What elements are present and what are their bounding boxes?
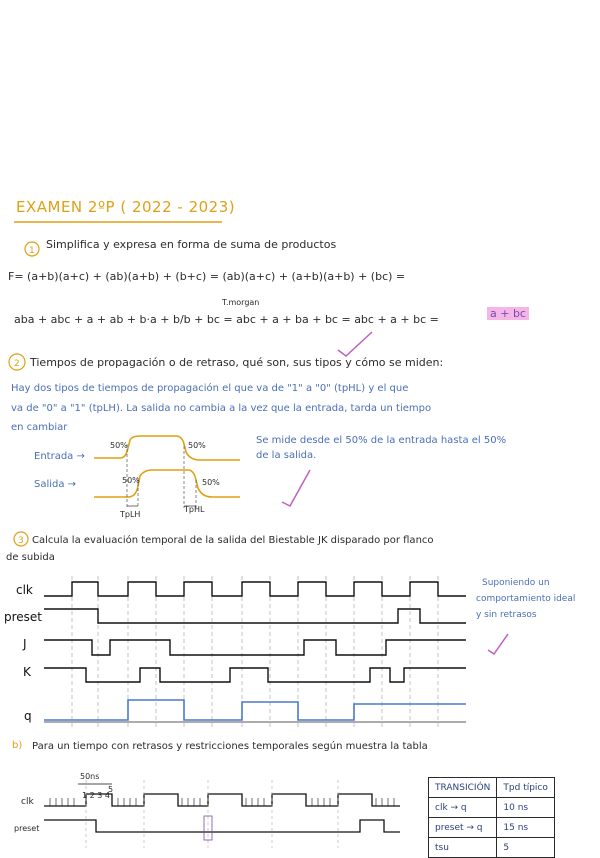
q3b-heading: Para un tiempo con retrasos y restricciones temporales según muestra la tabla	[32, 741, 428, 752]
q1-line1: F= (a+b)(a+c) + (ab)(a+b) + (b+c) = (ab)(a+c) + (a+b)(a+b) + (bc) =	[8, 270, 406, 283]
svg-text:2: 2	[14, 359, 20, 369]
svg-text:1: 1	[29, 246, 35, 256]
table-cell: 5	[497, 838, 554, 858]
q1-heading: Simplifica y expresa en forma de suma de productos	[46, 238, 337, 251]
q2-answer-line2: va de "0" a "1" (tpLH). La salida no cambia a la vez que la entrada, tarda un tiempo	[11, 403, 432, 414]
signal-label-preset-b: preset	[14, 824, 40, 833]
tphl-label: TpHL	[184, 505, 205, 514]
morgan-label: T.morgan	[222, 298, 260, 307]
q2-answer-line3: en cambiar	[11, 422, 68, 433]
pct-label-4: 50%	[202, 478, 220, 487]
period-label: 50ns	[80, 772, 100, 781]
tick-labels: 1 2 3 4	[82, 791, 110, 800]
table-cell: tsu	[429, 838, 497, 858]
signal-label-preset: preset	[4, 610, 43, 624]
signal-label-k: K	[23, 665, 31, 679]
q3b-label: b)	[12, 740, 23, 751]
signal-label-q: q	[24, 709, 32, 723]
pct-label-1: 50%	[110, 441, 128, 450]
signal-label-clk: clk	[16, 583, 33, 597]
table-cell: 10 ns	[497, 798, 554, 818]
q2-measure-line2: de la salida.	[256, 450, 317, 461]
transition-table	[428, 777, 555, 858]
q2-measure-line1: Se mide desde el 50% de la entrada hasta el 50%	[256, 435, 507, 446]
pct-label-2: 50%	[188, 441, 206, 450]
note-line2: comportamiento ideal	[476, 594, 576, 604]
note-line3: y sin retrasos	[476, 610, 537, 620]
exam-title: EXAMEN 2ºP ( 2022 - 2023)	[16, 198, 236, 216]
q3-heading: Calcula la evaluación temporal de la salida del Biestable JK disparado por flanco	[32, 535, 434, 546]
signal-label-j: J	[23, 637, 27, 651]
table-header: Tpd típico	[497, 778, 554, 798]
svg-text:3: 3	[18, 536, 24, 546]
table-cell: 15 ns	[497, 818, 554, 838]
q1-result: a + bc	[487, 307, 529, 320]
entrada-label: Entrada →	[34, 451, 85, 462]
note-line1: Suponiendo un	[482, 578, 550, 588]
pct-label-3: 50%	[122, 476, 140, 485]
tplh-label: TpLH	[120, 510, 141, 519]
signal-label-clk-b: clk	[21, 797, 34, 807]
tick-label-5: 5	[108, 785, 114, 794]
q2-heading: Tiempos de propagación o de retraso, qué son, sus tipos y cómo se miden:	[30, 356, 444, 369]
table-cell: clk → q	[429, 798, 497, 818]
table-header: TRANSICIÓN	[429, 778, 497, 798]
q1-line2: aba + abc + a + ab + b·a + b/b + bc = abc + a + ba + bc = abc + a + bc =	[14, 313, 439, 326]
table-cell: preset → q	[429, 818, 497, 838]
salida-label: Salida →	[34, 479, 77, 490]
q3-heading-cont: de subida	[6, 552, 55, 563]
q2-answer-line1: Hay dos tipos de tiempos de propagación el que va de "1" a "0" (tpHL) y el que	[11, 383, 409, 394]
